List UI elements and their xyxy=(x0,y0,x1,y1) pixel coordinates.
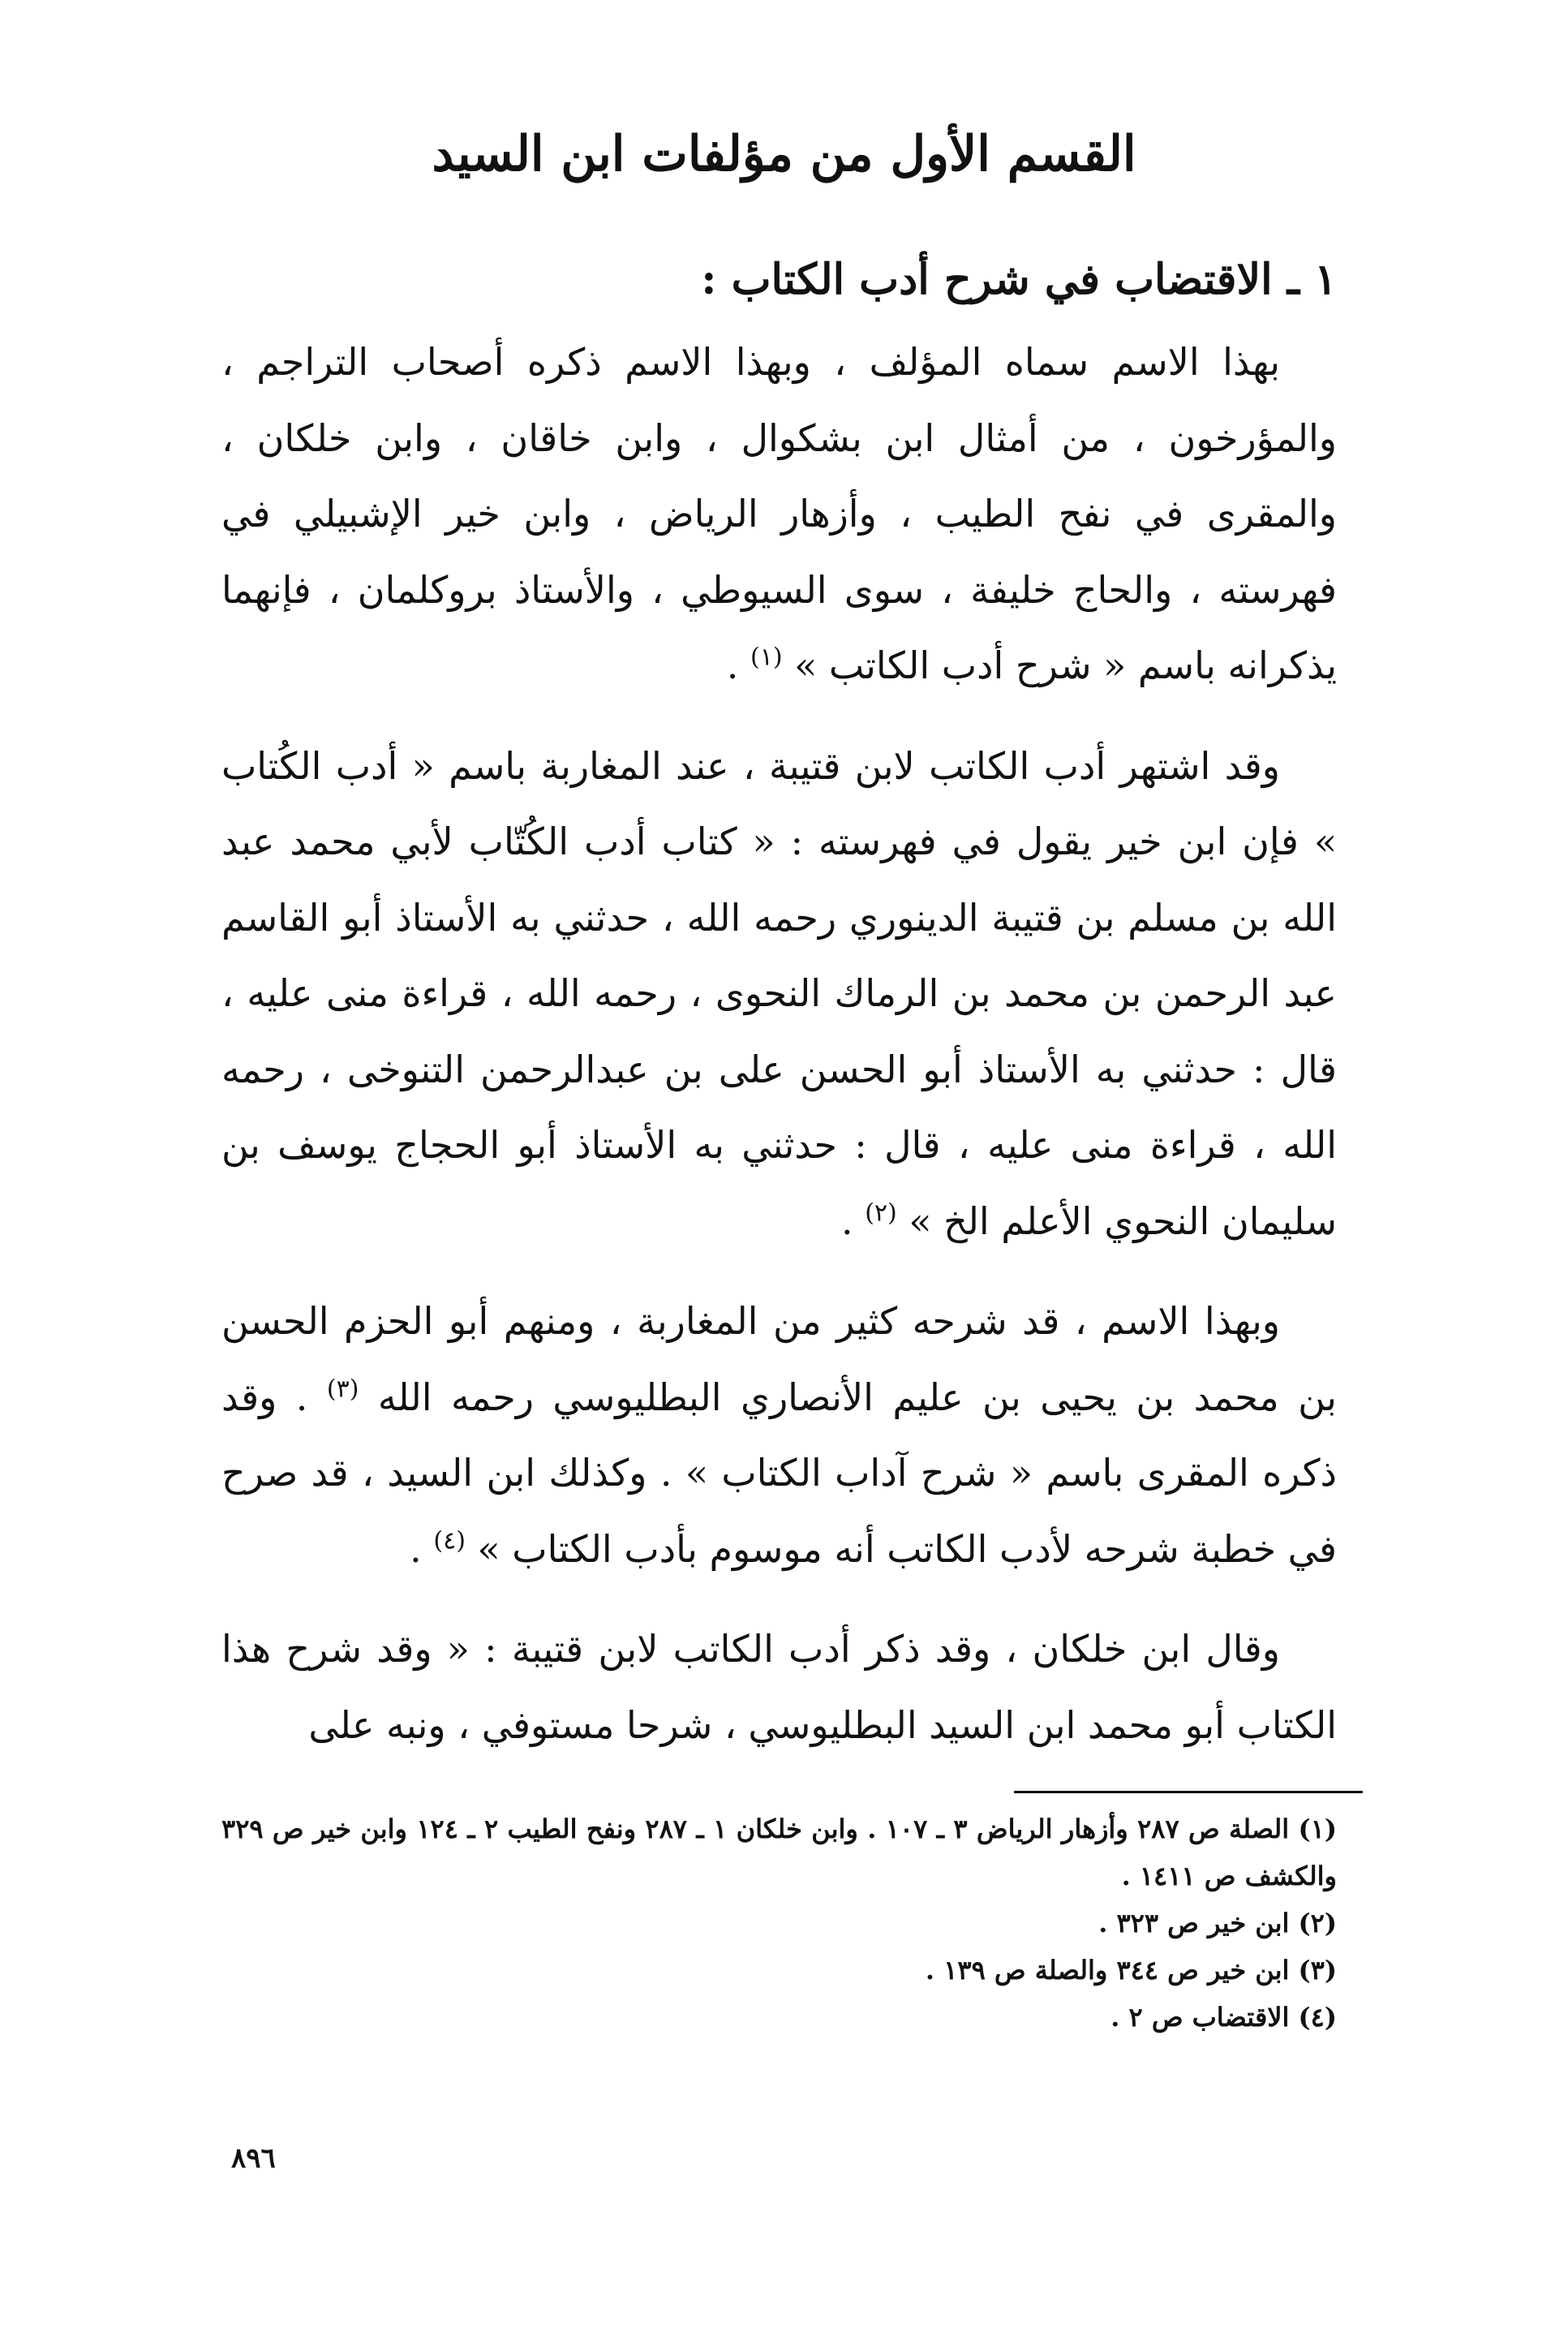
paragraph-4 xyxy=(221,1611,1337,1763)
footnote-3: (٣) ابن خير ص ٣٤٤ والصلة ص ١٣٩ . xyxy=(925,1955,1337,1986)
paragraph-tail: . وقد ذكره المقرى باسم « شرح آداب الكتاب » . وكذلك ابن السيد ، قد صرح في خطبة شرحه لأدب الكاتب أنه موسوم بأدب الكتاب » xyxy=(221,1375,1337,1571)
paragraph-text: وقد اشتهر أدب الكاتب لابن قتيبة ، عند المغاربة باسم « أدب الكُتاب » فإن ابن خير يقول في فهرسته : « كتاب أدب الكُتّاب لأبي محمد عبد الله بن مسلم بن قتيبة الدينوري رحمه الله ، حدثني به الأستاذ أبو القاسم عبد الرحمن بن محمد بن الرماك النحوى ، رحمه الله ، قراءة منى عليه ، قال : حدثني به الأستاذ أبو الحسن على بن عبدالرحمن التنوخى ، رحمه الله ، قراءة منى عليه ، قال : حدثني به الأستاذ أبو الحجاج يوسف بن سليمان النحوي الأعلم الخ » xyxy=(221,743,1338,1243)
footnote-ref: (٣) xyxy=(326,1375,359,1404)
page-title: القسم الأول من مؤلفات ابن السيد xyxy=(432,126,1136,183)
footnote-divider xyxy=(1014,1791,1363,1793)
footnote-ref: (٤) xyxy=(433,1526,466,1555)
footnotes xyxy=(221,1805,1337,2041)
page-number: ٨٩٦ xyxy=(231,2142,276,2175)
paragraph-text: وقال ابن خلكان ، وقد ذكر أدب الكاتب لابن قتيبة : « وقد شرح هذا الكتاب أبو محمد ابن السيد البطليوسي ، شرحا مستوفي ، ونبه على xyxy=(221,1627,1337,1747)
section-heading: ١ ـ الاقتضاب في شرح أدب الكتاب : xyxy=(701,255,1337,304)
paragraph-text: بهذا الاسم سماه المؤلف ، وبهذا الاسم ذكره أصحاب التراجم ، والمؤرخون ، من أمثال ابن بشكوال ، وابن خاقان ، وابن خلكان ، والمقرى في نفح الطيب ، وأزهار الرياض ، وابن خير الإشبيلي في فهرسته ، والحاج خليفة ، سوى السيوطي ، والأستاذ بروكلمان ، فإنهما يذكرانه باسم « شرح أدب الكاتب » xyxy=(221,340,1337,687)
main-text xyxy=(221,243,1337,1788)
paragraph-1 xyxy=(221,325,1337,704)
footnote-ref: (٢) xyxy=(865,1198,897,1228)
paragraph-tail: . xyxy=(726,643,750,687)
paragraph-tail: . xyxy=(410,1526,434,1571)
paragraph-2 xyxy=(221,729,1337,1260)
footnote-2: (٢) ابن خير ص ٣٢٣ . xyxy=(1098,1908,1337,1938)
paragraph-3 xyxy=(221,1284,1337,1587)
paragraph-tail: . xyxy=(840,1198,866,1243)
footnote-ref: (١) xyxy=(750,643,783,672)
footnote-4: (٤) الاقتضاب ص ٢ . xyxy=(1110,2002,1337,2033)
footnote-1: (١) الصلة ص ٢٨٧ وأزهار الرياض ٣ ـ ١٠٧ . وابن خلكان ١ ـ ٢٨٧ ونفح الطيب ٢ ـ ١٢٤ وابن خير ص ٣٢٩ والكشف ص ١٤١١ . xyxy=(221,1814,1338,1891)
paragraph-text: وبهذا الاسم ، قد شرحه كثير من المغاربة ، ومنهم أبو الحزم الحسن بن محمد بن يحيى بن عليم الأنصاري البطليوسي رحمه الله xyxy=(221,1299,1337,1419)
